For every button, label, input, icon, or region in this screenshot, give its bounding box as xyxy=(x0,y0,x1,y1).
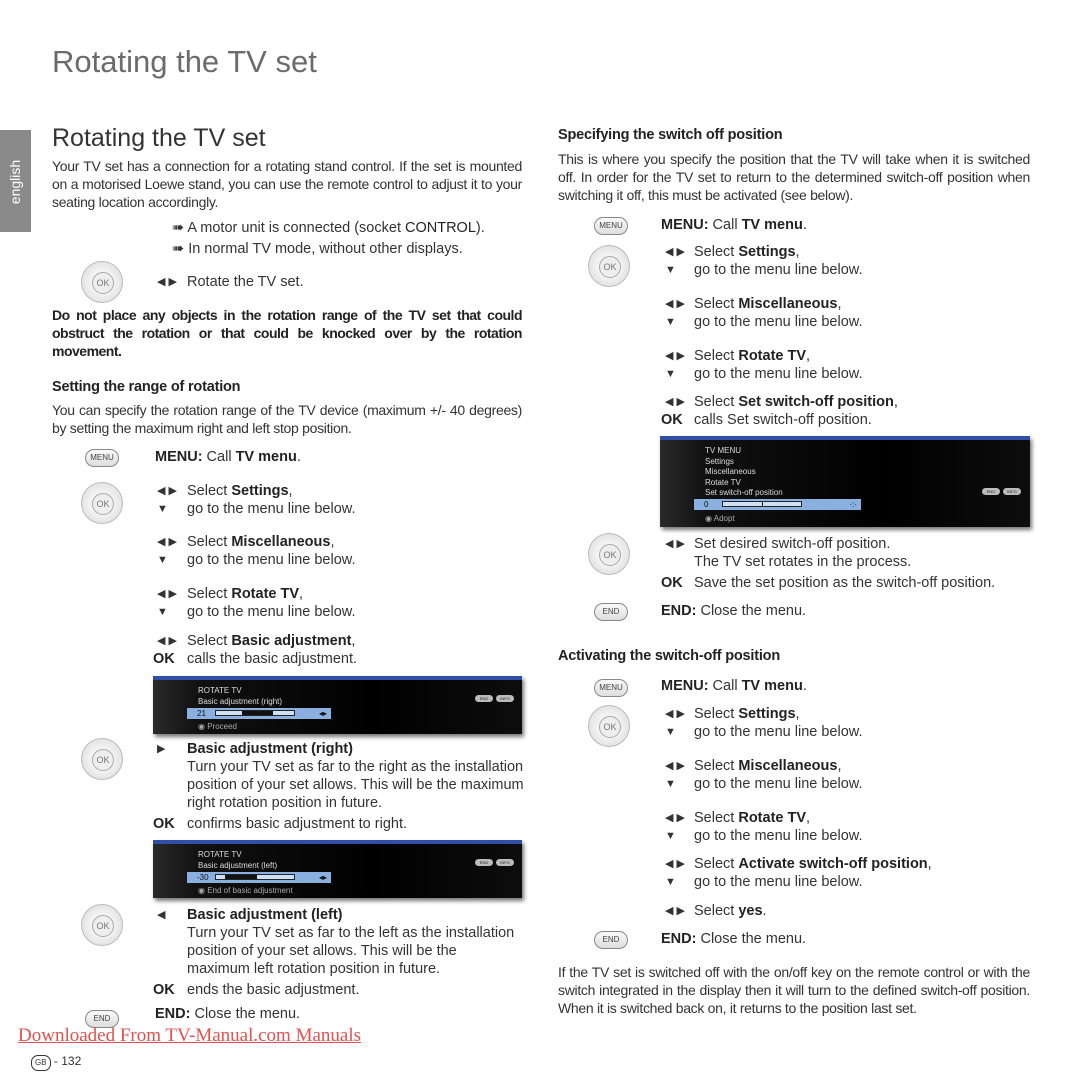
arrow-key-icon: ▼ xyxy=(665,726,676,738)
key-label: END: xyxy=(155,1006,191,1022)
ok-key-label: OK xyxy=(153,651,175,667)
section-heading: Rotating the TV set xyxy=(52,124,266,152)
warning-text: Do not place any objects in the rotation range of the TV set that could obstruct the rotation or that could be knocked over by the rotation movement. xyxy=(52,307,522,359)
instruction-step: MENU: Call TV menu. xyxy=(661,217,807,233)
menu-screenshot-switch-off: TV MENU Settings Miscellaneous Rotate TV Set switch-off position 0 ·:· ◉ Adopt END INFO xyxy=(660,436,1030,527)
arrow-key-icon: ◀ ▶ xyxy=(665,396,685,408)
language-label: english xyxy=(7,159,23,205)
language-tab xyxy=(0,130,31,232)
ok-key-label: OK xyxy=(153,816,175,832)
ok-pad-icon: OK xyxy=(81,738,123,780)
key-label: MENU: xyxy=(661,217,709,233)
instruction-step: MENU: Call TV menu. xyxy=(661,678,807,694)
arrow-key-icon: ◀ ▶ xyxy=(157,635,177,647)
ok-pad-icon: OK xyxy=(81,904,123,946)
arrow-key-icon: ▼ xyxy=(665,830,676,842)
arrow-key-icon: ◀ ▶ xyxy=(665,538,685,550)
ok-key-label: OK xyxy=(661,412,683,428)
subheading-range: Setting the range of rotation xyxy=(52,379,241,395)
switch-off-paragraph: This is where you specify the position that the TV will take when it is switched off. In order for the TV set to return to the determined switch-off position when switching it off, this must be activated (see below). xyxy=(558,151,1030,203)
prereq-1: ➠ A motor unit is connected (socket CONTROL). xyxy=(172,220,485,236)
ok-pad-icon: OK xyxy=(81,261,123,303)
instruction-step: END: Close the menu. xyxy=(155,1006,301,1022)
key-label: MENU: xyxy=(661,678,709,694)
arrow-key-icon: ◀ ▶ xyxy=(665,298,685,310)
ok-key-label: OK xyxy=(153,982,175,998)
arrow-key-icon: ◀ ▶ xyxy=(157,276,177,288)
arrow-key-icon: ▼ xyxy=(665,264,676,276)
instruction-step: END: Close the menu. xyxy=(661,931,807,947)
arrow-key-icon: ◀ xyxy=(157,909,166,921)
menu-screenshot-left: ROTATE TV Basic adjustment (left) -30 ◂▸ ◉ End of basic adjustment END INFO xyxy=(153,840,522,898)
arrow-key-icon: ▼ xyxy=(157,503,168,515)
outro-paragraph: If the TV set is switched off with the on/off key on the remote control or with the switch integrated in the display then it will turn to the defined switch-off position. When it is switched back on, it returns to the position last set. xyxy=(558,964,1030,1016)
end-button-icon: END xyxy=(594,603,628,621)
ok-pad-icon: OK xyxy=(588,705,630,747)
end-button-icon: END xyxy=(594,931,628,949)
subheading-switch-off: Specifying the switch off position xyxy=(558,127,783,143)
menu-button-icon: MENU xyxy=(85,449,119,467)
page-title: Rotating the TV set xyxy=(52,44,317,79)
ok-pad-icon: OK xyxy=(588,533,630,575)
manual-page: Rotating the TV set english Rotating the TV set Your TV set has a connection for a rotating stand control. If the set is mounted on a motorised Loewe stand, you can use the remote control to adjust it to your seating location accordingly. ➠ A motor unit is connected (socket CONTROL). ➠ In normal TV mode, without other displays. Do not place any objects in the rotation range of the TV set that could obstruct the rotation or that could be knocked over by the rotation movement. Setting the range of rotation You can specify the rotation range of the TV device (maximum +/- 40 degrees) by setting the maximum right and left stop position. Specifying the switch off position This is where you specify the position that the TV will take when it is switched off. In order for the TV set to return to the determined switch-off position when switching it off, this must be activated (see below). Activating the switch-off position If the TV set is switched off with the on/off key on the remote control or with the switch integrated in the display then it will turn to the defined switch-off position. When it is switched back on, it returns to the position last set. MENU END MENU END MENU END OK OK OK OK OK OK OK ROTATE TV Basic adjustment (right) 21 ◂▸ ◉ Proceed END INFO ROTATE TV Basic adjustment (left) -30 ◂▸ ◉ End of basic adjustment END INFO TV MENU Settings Miscellaneous Rotate TV Set switch-off position 0 ·:· ◉ Adopt END INFO ◀ ▶ Rotate the TV set. MENU: Call TV menu. ◀ ▶ Select Settings, ▼ go to the menu line below. ◀ ▶ Select Miscellaneous, ▼ go to the menu line below. ◀ ▶ Select Rotate TV, ▼ go to the menu line below. ◀ ▶ Select Basic adjustment, OK calls the basic adjustment. ▶ Basic adjustment (right) Turn your TV set as far to the right as the installation position of your set allows. This will be the maximum right rotation position in future. OK confirms basic adjustment to right. ◀ Basic adjustment (left) Turn your TV set as far to the left as the installation position of your set allows. This will be the maximum left rotation position in future. OK ends the basic adjustment. END: Close the menu. MENU: Call TV menu. ◀ ▶ Select Settings, ▼ go to the menu line below. ◀ ▶ Select Miscellaneous, ▼ go to the menu line below. ◀ ▶ Select Rotate TV, ▼ go to the menu line below. ◀ ▶ Select Set switch-off position, OK calls Set switch-off position. ◀ ▶ Set desired switch-off position. The TV set rotates in the process. OK Save the set position as the switch-off position. END: Close the menu. MENU: Call TV menu. ◀ ▶ Select Settings, ▼ go to the menu line below. ◀ ▶ Select Miscellaneous, ▼ go to the menu line below. ◀ ▶ Select Rotate TV, ▼ go to the menu line below. ◀ ▶ Select Activate switch-off position, ▼ go to the menu line below. ◀ ▶ Select yes. END: Close the menu. Downloaded From TV-Manual.com Manuals GB - 132 xyxy=(0,0,1080,1080)
arrow-key-icon: ◀ ▶ xyxy=(665,760,685,772)
arrow-key-icon: ▶ xyxy=(157,743,166,755)
instruction-step: MENU: Call TV menu. xyxy=(155,449,301,465)
ok-pad-icon: OK xyxy=(81,482,123,524)
arrow-key-icon: ◀ ▶ xyxy=(665,246,685,258)
intro-paragraph: Your TV set has a connection for a rotating stand control. If the set is mounted on a motorised Loewe stand, you can use the remote control to adjust it to your seating location accordingly. xyxy=(52,158,522,210)
subheading-activate: Activating the switch-off position xyxy=(558,648,780,664)
key-label: END: xyxy=(661,931,697,947)
arrow-key-icon: ▼ xyxy=(157,606,168,618)
menu-button-icon: MENU xyxy=(594,679,628,697)
menu-button-icon: MENU xyxy=(594,217,628,235)
prereq-2: ➠ In normal TV mode, without other displays. xyxy=(172,241,463,257)
menu-screenshot-right: ROTATE TV Basic adjustment (right) 21 ◂▸ ◉ Proceed END INFO xyxy=(153,676,522,734)
arrow-key-icon: ▼ xyxy=(665,368,676,380)
arrow-key-icon: ◀ ▶ xyxy=(665,858,685,870)
arrow-key-icon: ◀ ▶ xyxy=(157,485,177,497)
key-label: END: xyxy=(661,603,697,619)
page-number: GB - 132 xyxy=(31,1054,81,1071)
key-label: MENU: xyxy=(155,449,203,465)
arrow-key-icon: ▼ xyxy=(665,778,676,790)
arrow-key-icon: ◀ ▶ xyxy=(665,812,685,824)
download-watermark-link[interactable]: Downloaded From TV-Manual.com Manuals xyxy=(18,1025,362,1046)
arrow-key-icon: ▼ xyxy=(665,876,676,888)
arrow-key-icon: ◀ ▶ xyxy=(665,708,685,720)
end-button-icon: END xyxy=(85,1010,119,1028)
ok-key-label: OK xyxy=(661,575,683,591)
range-paragraph: You can specify the rotation range of the TV device (maximum +/- 40 degrees) by setting the maximum right and left stop position. xyxy=(52,402,522,436)
arrow-key-icon: ◀ ▶ xyxy=(157,588,177,600)
ok-pad-icon: OK xyxy=(588,245,630,287)
arrow-key-icon: ◀ ▶ xyxy=(665,905,685,917)
arrow-key-icon: ◀ ▶ xyxy=(665,350,685,362)
instruction-step: END: Close the menu. xyxy=(661,603,807,619)
arrow-key-icon: ▼ xyxy=(665,316,676,328)
arrow-key-icon: ◀ ▶ xyxy=(157,536,177,548)
arrow-key-icon: ▼ xyxy=(157,554,168,566)
